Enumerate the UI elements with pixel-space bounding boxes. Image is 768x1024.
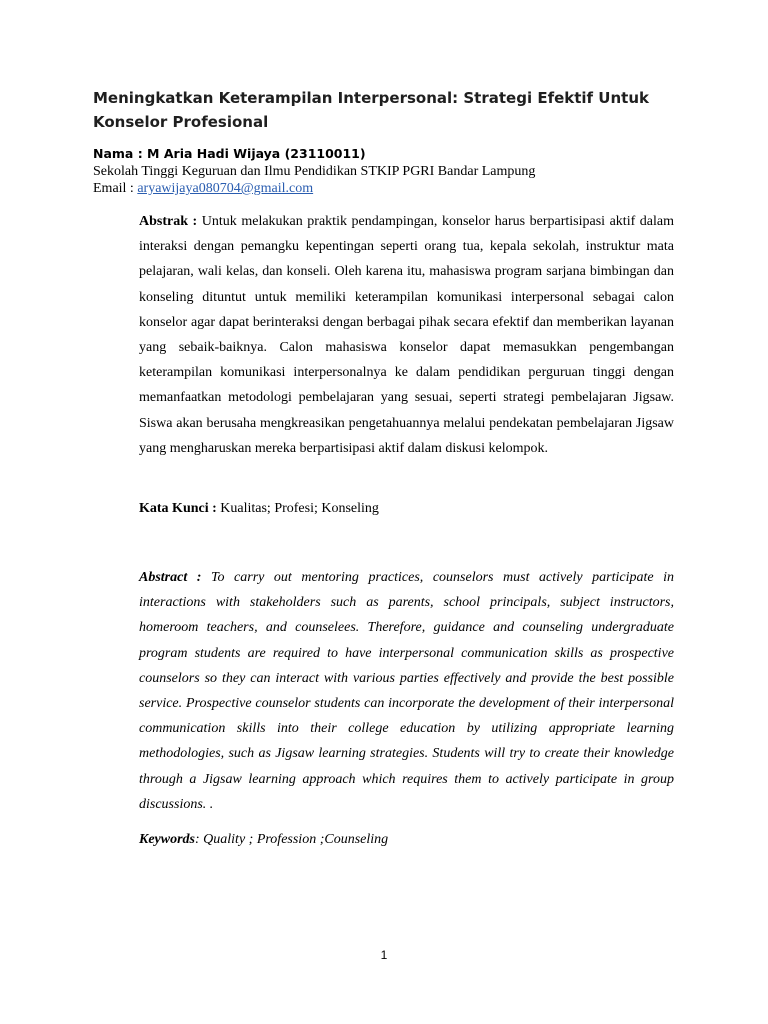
keywords-id-label: Kata Kunci :	[139, 501, 217, 516]
keywords-en-text: : Quality ; Profession ;Counseling	[195, 832, 389, 847]
keywords-id-text: Kualitas; Profesi; Konseling	[216, 501, 379, 516]
keywords-english	[139, 827, 674, 852]
abstract-id-label: Abstrak :	[139, 214, 198, 229]
keywords-en-label: Keywords	[139, 832, 195, 847]
abstract-en-label: Abstract :	[139, 570, 202, 585]
author-line: Nama : M Aria Hadi Wijaya (23110011)	[93, 146, 366, 161]
keywords-indonesian	[139, 496, 674, 521]
email-link[interactable]: aryawijaya080704@gmail.com	[137, 181, 314, 196]
email-line	[93, 180, 313, 197]
paper-title: Meningkatkan Keterampilan Interpersonal: Strategi Efektif Untuk Konselor Profesional	[93, 89, 649, 131]
page-number: 1	[380, 948, 388, 962]
abstract-english	[139, 565, 674, 817]
email-label: Email :	[93, 181, 138, 196]
affiliation: Sekolah Tinggi Keguruan dan Ilmu Pendidikan STKIP PGRI Bandar Lampung	[93, 164, 536, 179]
abstract-indonesian	[139, 209, 674, 461]
abstract-en-text: To carry out mentoring practices, counselors must actively participate in interactions with stakeholders such as parents, school principals, subject instructors, homeroom teachers, and counselees. Therefore, guidance and counseling undergraduate program students are required to have interpersonal communication skills as prospective counselors so they can interact with various parties effectively and provide the best possible service. Prospective counselor students can incorporate the development of their interpersonal communication skills into their college education by utilizing appropriate learning methodologies, such as Jigsaw learning strategies. Students will try to create their knowledge through a Jigsaw learning approach which requires them to actively participate in group discussions. .	[139, 570, 675, 812]
abstract-id-text: Untuk melakukan praktik pendampingan, konselor harus berpartisipasi aktif dalam interaksi dengan pemangku kepentingan seperti orang tua, kepala sekolah, instruktur mata pelajaran, wali kelas, dan konseli. Oleh karena itu, mahasiswa program sarjana bimbingan dan konseling dituntut untuk memiliki keterampilan komunikasi interpersonal sebagai calon konselor agar dapat berinteraksi dengan berbagai pihak secara efektif dan memberikan layanan yang sebaik-baiknya. Calon mahasiswa konselor dapat memasukkan pengembangan keterampilan komunikasi interpersonalnya ke dalam pendidikan perguruan tinggi dengan memanfaatkan metodologi pembelajaran yang sesuai, seperti strategi pembelajaran Jigsaw. Siswa akan berusaha mengkreasikan pengetahuannya melalui pendekatan pembelajaran Jigsaw yang mengharuskan mereka berpartisipasi aktif dalam diskusi kelompok.	[139, 214, 675, 456]
